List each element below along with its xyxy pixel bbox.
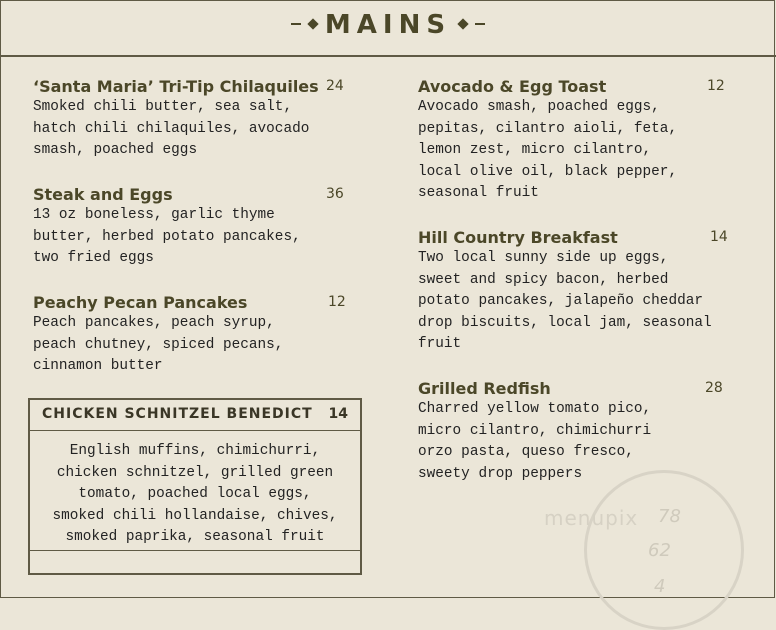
item-price: 12 <box>707 78 725 94</box>
watermark-number: 62 <box>648 540 671 561</box>
ornament-dash <box>475 23 485 25</box>
item-price: 24 <box>326 78 344 94</box>
item-name: Steak and Eggs <box>33 185 173 204</box>
menu-item-chilaquiles <box>33 77 348 162</box>
featured-item-footer <box>30 550 360 573</box>
item-price: 28 <box>705 380 723 396</box>
item-price: 12 <box>328 294 346 310</box>
menu-item-pecan-pancakes <box>33 293 348 378</box>
item-name: Grilled Redfish <box>418 379 551 398</box>
section-title-row <box>0 10 776 40</box>
item-name: Avocado & Egg Toast <box>418 77 607 96</box>
ornament-diamond-icon <box>307 18 318 29</box>
item-price: 14 <box>710 229 728 245</box>
menu-header <box>0 0 776 57</box>
watermark-text: menupix <box>544 506 639 530</box>
watermark-number: 78 <box>658 506 681 527</box>
ornament-diamond-icon <box>457 18 468 29</box>
item-description: Avocado smash, poached eggs, pepitas, cilantro aioli, feta, lemon zest, micro cilantro, local olive oil, black pepper, seasonal fruit <box>418 99 678 202</box>
item-description: Smoked chili butter, sea salt, hatch chili chilaquiles, avocado smash, poached eggs <box>33 99 310 159</box>
featured-item-name: CHICKEN SCHNITZEL BENEDICT <box>42 406 313 422</box>
menu-item-avocado-toast <box>418 77 728 205</box>
featured-item-box <box>28 398 362 575</box>
featured-item-price: 14 <box>328 406 348 422</box>
item-name: Hill Country Breakfast <box>418 228 618 247</box>
item-description: Two local sunny side up eggs, sweet and spicy bacon, herbed potato pancakes, jalapeño cheddar drop biscuits, local jam, seasonal fruit <box>418 250 712 353</box>
item-name: ‘Santa Maria’ Tri-Tip Chilaquiles <box>33 77 319 96</box>
item-description: Peach pancakes, peach syrup, peach chutney, spiced pecans, cinnamon butter <box>33 315 284 375</box>
item-description: Charred yellow tomato pico, micro cilantro, chimichurri orzo pasta, queso fresco, sweety drop peppers <box>418 401 652 482</box>
menu-item-steak-and-eggs <box>33 185 348 270</box>
featured-item-description: English muffins, chimichurri, chicken schnitzel, grilled green tomato, poached local eggs, smoked chili hollandaise, chives, smoked paprika, seasonal fruit <box>52 443 338 546</box>
menu-item-hill-country-breakfast <box>418 228 728 356</box>
ornament-dash <box>291 23 301 25</box>
item-name: Peachy Pecan Pancakes <box>33 293 248 312</box>
item-price: 36 <box>326 186 344 202</box>
watermark-number: 4 <box>654 576 666 597</box>
featured-item-header <box>30 400 360 431</box>
item-description: 13 oz boneless, garlic thyme butter, herbed potato pancakes, two fried eggs <box>33 207 301 267</box>
menu-item-grilled-redfish <box>418 379 728 485</box>
section-title: MAINS <box>324 10 452 40</box>
